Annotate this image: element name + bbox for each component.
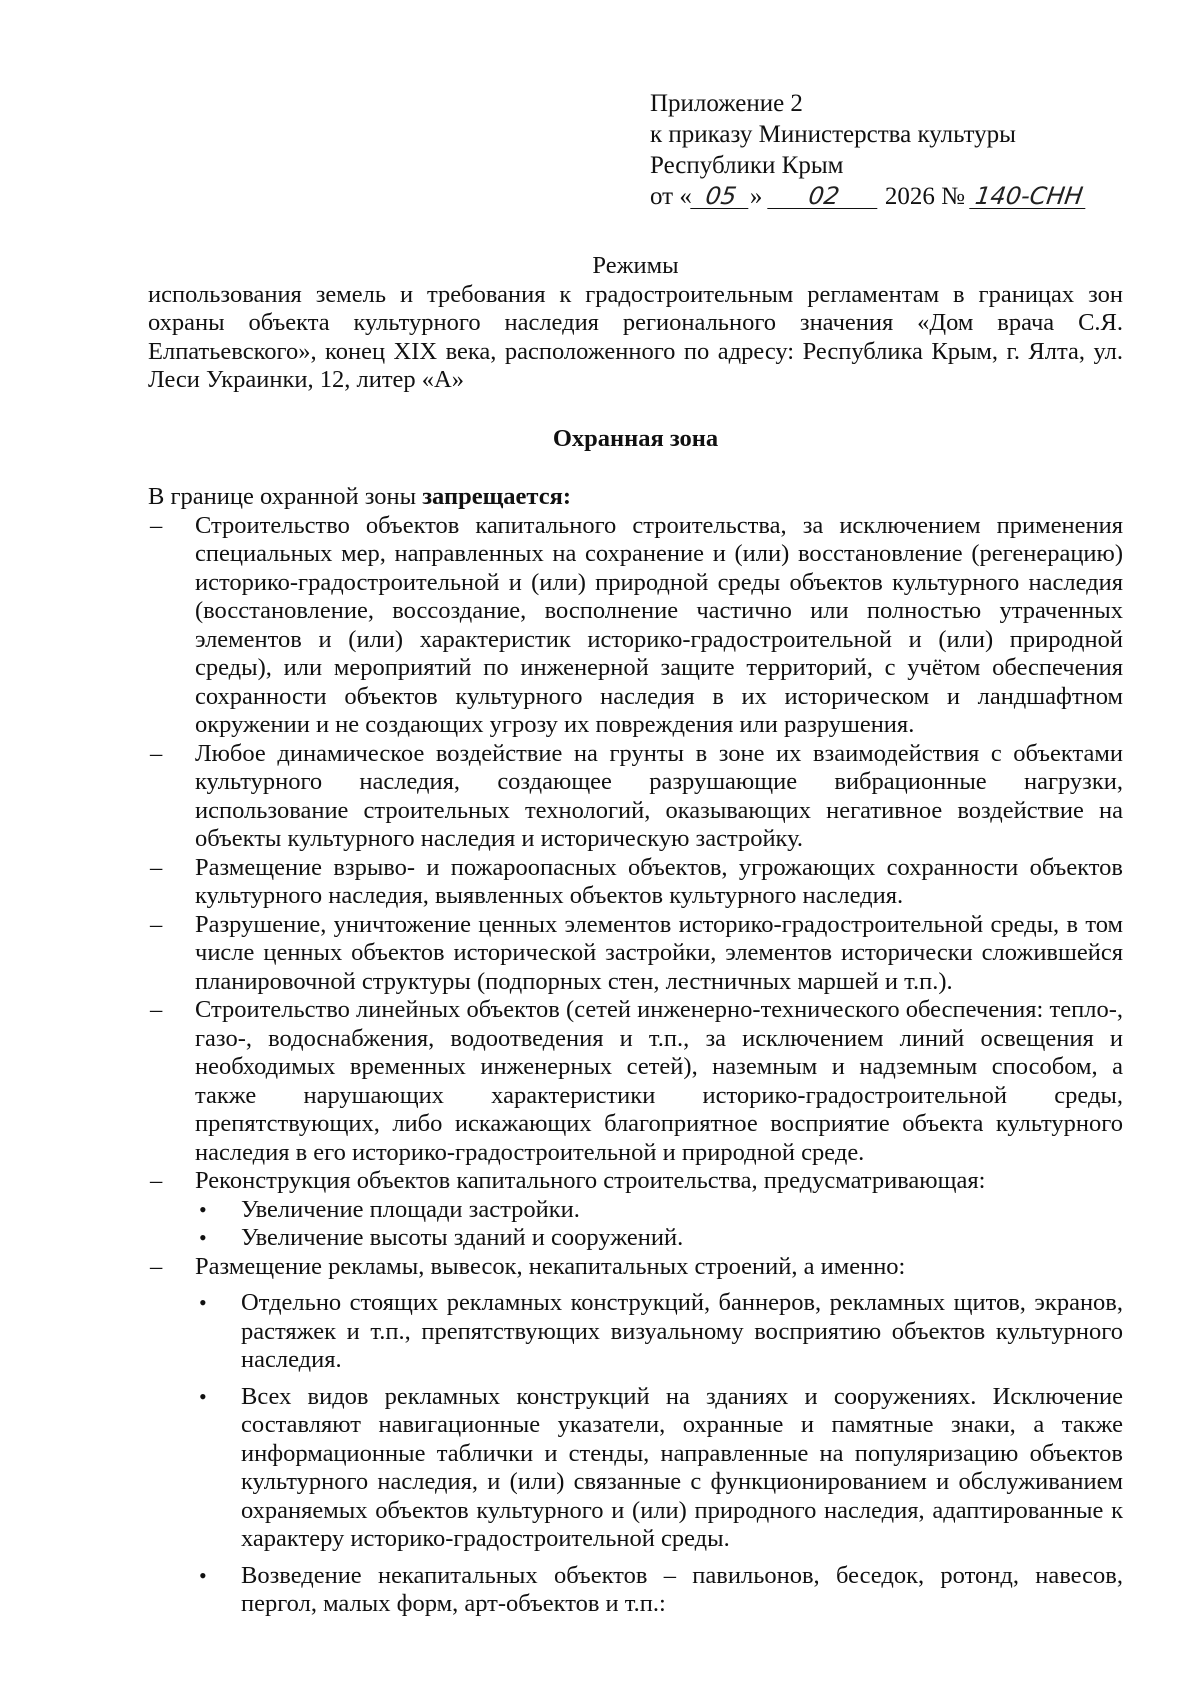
list-item-text: Реконструкция объектов капитального строительства, предусматривающая: — [195, 1167, 986, 1194]
appendix-number: Приложение 2 — [650, 90, 803, 117]
doc-title: Режимы — [592, 252, 679, 279]
intro-text: В границе охранной зоны — [148, 483, 423, 510]
sublist-item — [195, 1562, 1123, 1619]
handwritten-order-number: 140-СНН — [969, 184, 1089, 209]
dash-marker: – — [150, 853, 163, 881]
list-item — [148, 512, 1123, 740]
list-item-text: Размещение взрыво- и пожароопасных объектов, угрожающих сохранности объектов культурного наследия, выявленных объектов культурного наследия. — [195, 853, 1123, 909]
year-text: 2026 № — [884, 183, 965, 210]
section-title: Охранная зона — [552, 424, 719, 452]
appendix-date-line — [650, 181, 1130, 212]
prohibitions-list — [148, 512, 1123, 1619]
sublist-item-text: Увеличение площади застройки. — [241, 1195, 580, 1223]
list-item-advertising — [148, 1253, 1123, 1619]
sublist-item — [195, 1196, 1123, 1225]
sublist-item — [195, 1289, 1123, 1375]
intro-line — [148, 483, 1123, 512]
date-mid: » — [749, 183, 763, 210]
appendix-header — [650, 88, 1130, 212]
sublist-item-text: Увеличение высоты зданий и сооружений. — [241, 1224, 684, 1251]
intro-prohibited: запрещается: — [422, 483, 572, 510]
dash-marker: – — [150, 511, 163, 539]
sublist-item — [195, 1224, 1123, 1253]
reconstruction-sublist — [195, 1196, 1123, 1253]
advertising-sublist — [195, 1289, 1123, 1619]
dash-marker: – — [150, 910, 163, 938]
list-item-text: Строительство объектов капитального строительства, за исключением применения специальных мер, направленных на сохранение и (или) восстановление (регенерацию) историко-градостроительной и (или) природной среды объектов культурного наследия (восстановление, воссоздание, восполнение частично или полностью утраченных элементов и (или) характеристик историко-градостроительной и (или) природной среды), или мероприятий по инженерной защите территорий, с учётом обеспечения сохранности объектов культурного наследия в их историческом и ландшафтном окружении и не создающих угрозу их повреждения или разрушения. — [195, 511, 1123, 738]
bullet-marker: • — [199, 1196, 207, 1222]
document-body — [148, 252, 1123, 1619]
list-item-text: Размещение рекламы, вывесок, некапитальных строений, а именно: — [195, 1252, 906, 1280]
list-item-text: Любое динамическое воздействие на грунты в зоне их взаимодействия с объектами культурного наследия, создающее разрушающие вибрационные нагрузки, использование строительных технологий, оказывающих негативное воздействие на объекты культурного наследия и историческую застройку. — [195, 739, 1123, 852]
list-item-reconstruction — [148, 1167, 1123, 1253]
list-item — [148, 996, 1123, 1167]
dash-marker: – — [150, 1252, 163, 1280]
handwritten-day: 05 — [690, 184, 752, 209]
list-item — [148, 740, 1123, 854]
doc-subtitle: использования земель и требования к градостроительным регламентам в границах зон охраны объекта культурного наследия регионального значения «Дом врача С.Я. Елпатьевского», конец XIX века, расположенного по адресу: Республика Крым, г. Ялта, ул. Леси Украинки, 12, литер «А» — [148, 280, 1123, 393]
appendix-republic: Республики Крым — [650, 152, 844, 179]
date-prefix: от « — [650, 183, 692, 210]
dash-marker: – — [150, 996, 163, 1023]
sublist-item-text: Всех видов рекламных конструкций на зданиях и сооружениях. Исключение составляют навигационные указатели, охранные и памятные знаки, а также информационные таблички и стенды, направленные на популяризацию объектов культурного наследия, и (или) связанные с функционированием и обслуживанием охраняемых объектов культурного и (или) природного наследия, адаптированные к характеру историко-градостроительной среды. — [241, 1382, 1123, 1552]
bullet-marker: • — [199, 1225, 207, 1250]
sublist-item-text: Отдельно стоящих рекламных конструкций, баннеров, рекламных щитов, экранов, растяжек и т.п., препятствующих визуальному восприятию объектов культурного наследия. — [241, 1289, 1123, 1373]
sublist-item — [195, 1383, 1123, 1554]
list-item — [148, 854, 1123, 911]
list-item-text: Строительство линейных объектов (сетей инженерно-технического обеспечения: тепло-, газо-, водоснабжения, водоотведения и т.п., за исключением линий освещения и необходимых временных инженерных сетей), наземным и надземным способом, а также нарушающих характеристики историко-градостроительной среды, препятствующих, либо искажающих благоприятное восприятие объекта культурного наследия в его историко-градостроительной и природной среде. — [195, 996, 1123, 1166]
dash-marker: – — [150, 739, 163, 767]
bullet-marker: • — [199, 1383, 207, 1409]
list-item-text: Разрушение, уничтожение ценных элементов историко-градостроительной среды, в том числе ценных объектов исторической застройки, элементов исторически сложившейся планировочной структуры (подпорных стен, лестничных маршей и т.п.). — [195, 910, 1123, 995]
sublist-item-text: Возведение некапитальных объектов – павильонов, беседок, ротонд, навесов, пергол, малых форм, арт-объектов и т.п.: — [241, 1561, 1123, 1617]
bullet-marker: • — [199, 1562, 207, 1588]
appendix-order-ref: к приказу Министерства культуры — [650, 121, 1016, 148]
list-item — [148, 911, 1123, 997]
bullet-marker: • — [199, 1290, 207, 1315]
handwritten-month: 02 — [767, 184, 881, 209]
dash-marker: – — [150, 1167, 163, 1194]
